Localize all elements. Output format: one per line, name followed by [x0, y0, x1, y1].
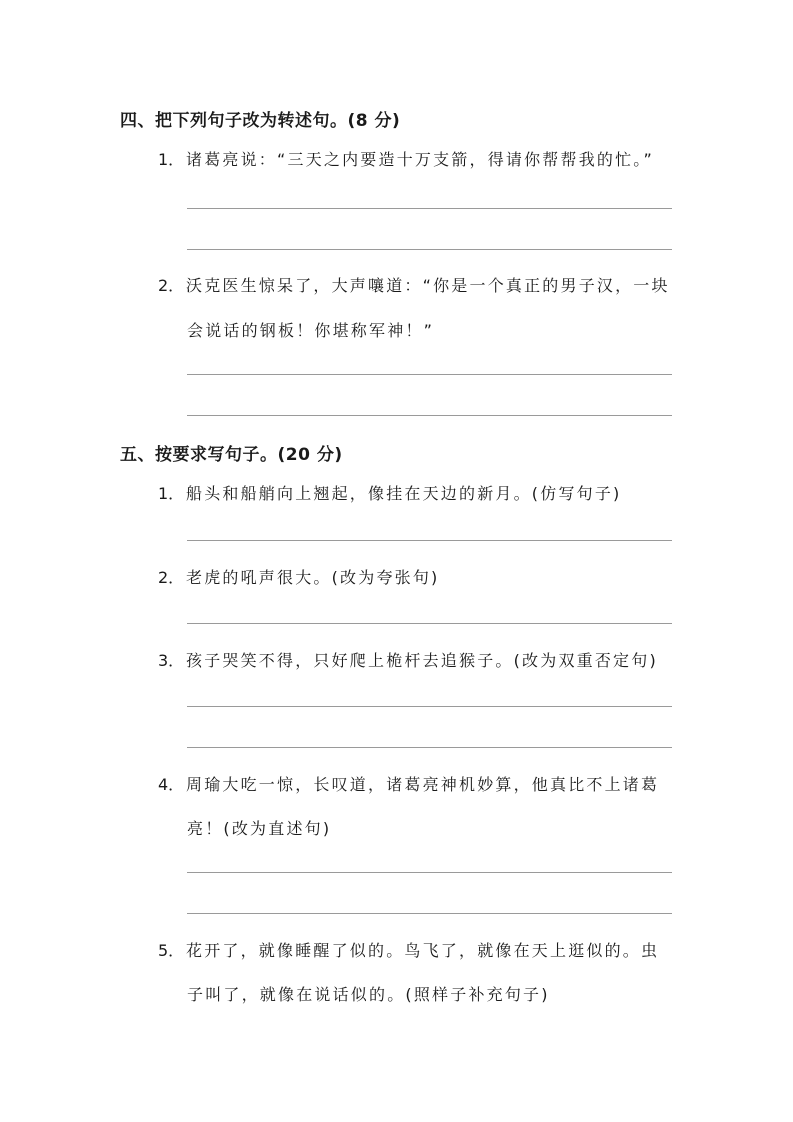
question-5-5	[158, 938, 678, 961]
question-number: 2．	[158, 276, 185, 295]
question-continuation: 亮！(改为直述句)	[187, 819, 332, 838]
answer-line[interactable]	[187, 623, 672, 624]
answer-line[interactable]	[187, 913, 672, 914]
question-text: 孩子哭笑不得，只好爬上桅杆去追猴子。(改为双重否定句)	[186, 651, 658, 670]
question-continuation: 会说话的钢板！你堪称军神！”	[187, 321, 435, 340]
question-number: 5．	[158, 941, 185, 960]
question-text: 周瑜大吃一惊，长叹道，诸葛亮神机妙算，他真比不上诸葛	[186, 775, 660, 794]
question-text: 沃克医生惊呆了，大声嚷道：“你是一个真正的男子汉，一块	[186, 276, 670, 295]
question-number: 1．	[158, 150, 185, 169]
section-5-heading: 五、按要求写句子。(20 分)	[120, 445, 343, 465]
question-number: 1．	[158, 484, 185, 503]
question-text: 花开了，就像睡醒了似的。鸟飞了，就像在天上逛似的。虫	[186, 941, 660, 960]
question-text: 船头和船艄向上翘起，像挂在天边的新月。(仿写句子)	[186, 484, 622, 503]
answer-line[interactable]	[187, 540, 672, 541]
question-number: 2．	[158, 568, 185, 587]
question-text: 诸葛亮说：“三天之内要造十万支箭，得请你帮帮我的忙。”	[186, 150, 654, 169]
question-text: 老虎的吼声很大。(改为夸张句)	[186, 568, 440, 587]
question-5-2	[158, 565, 678, 588]
answer-line[interactable]	[187, 208, 672, 209]
question-4-1	[158, 147, 678, 170]
answer-line[interactable]	[187, 872, 672, 873]
answer-line[interactable]	[187, 706, 672, 707]
question-number: 4．	[158, 775, 185, 794]
section-4-heading: 四、把下列句子改为转述句。(8 分)	[120, 111, 401, 131]
answer-line[interactable]	[187, 747, 672, 748]
answer-line[interactable]	[187, 415, 672, 416]
question-continuation: 子叫了，就像在说话似的。(照样子补充句子)	[187, 985, 550, 1004]
question-number: 3．	[158, 651, 185, 670]
question-4-2	[158, 273, 678, 296]
question-5-4	[158, 772, 678, 795]
question-5-3	[158, 648, 678, 671]
answer-line[interactable]	[187, 374, 672, 375]
answer-line[interactable]	[187, 249, 672, 250]
question-5-1	[158, 481, 678, 504]
